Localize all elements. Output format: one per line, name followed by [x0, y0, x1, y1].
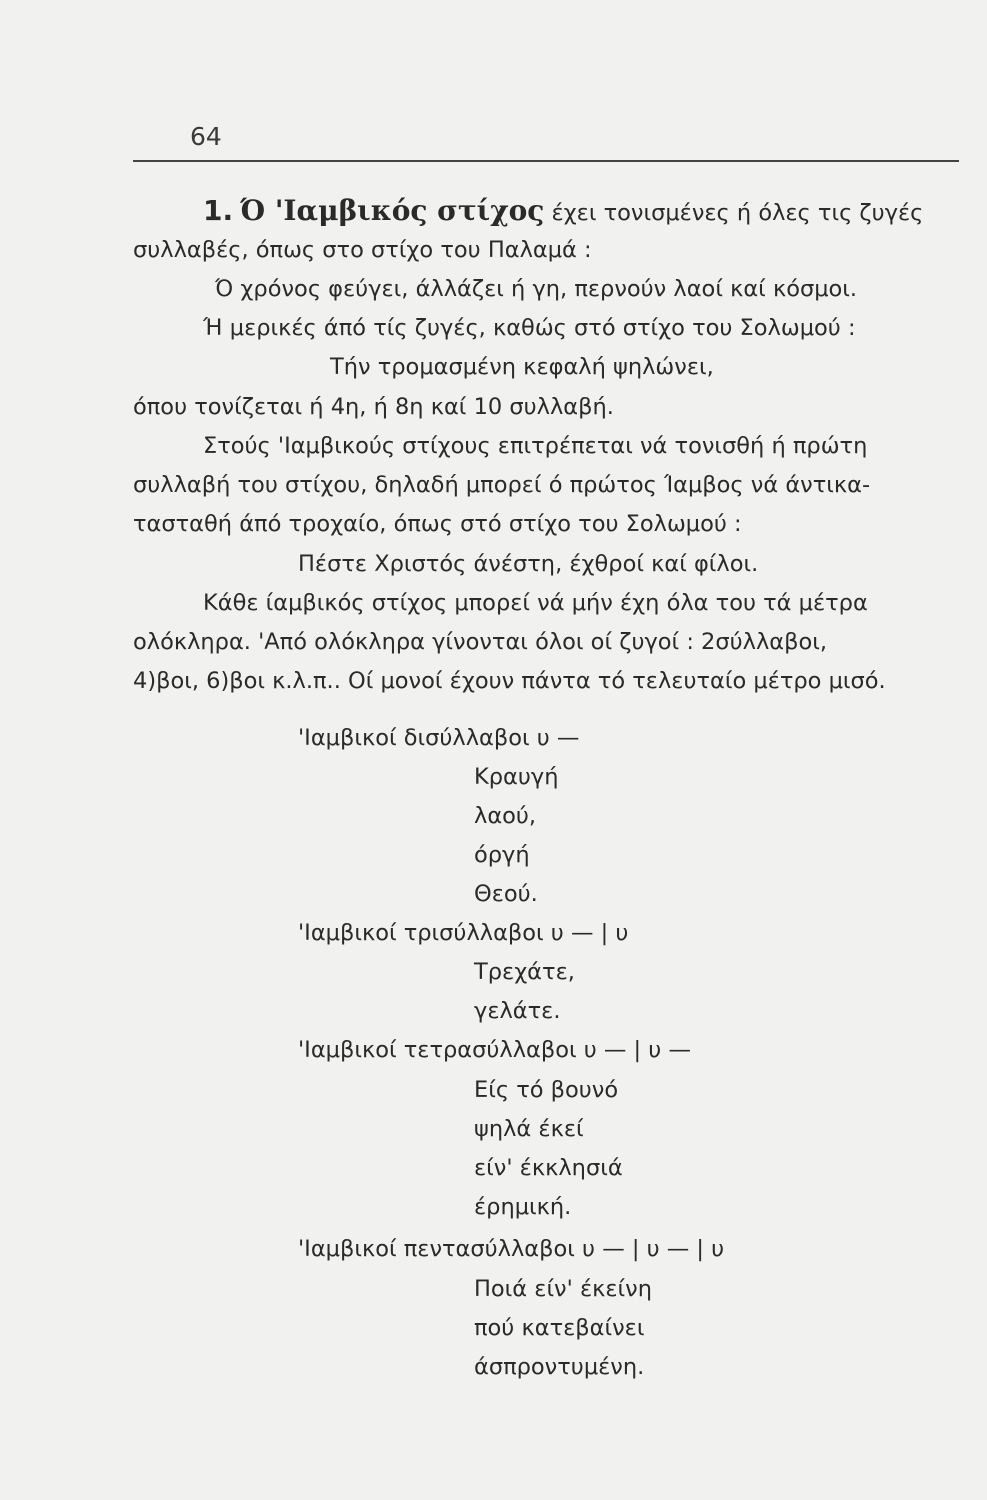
page-number: 64 — [190, 122, 222, 151]
text-line: 4)βοι, 6)βοι κ.λ.π.. Οί μονοί έχουν πάντα τό τελευταίο μέτρο μισό. — [133, 668, 886, 694]
text-line: συλλαβή του στίχου, δηλαδή μπορεί ό πρώτος Ίαμβος νά άντικα- — [133, 472, 871, 498]
text-line: τασταθή άπό τροχαίο, όπως στό στίχο του Σολωμού : — [133, 511, 742, 537]
heading-number: 1. — [203, 194, 234, 227]
header-rule — [133, 160, 959, 162]
verse-line: πού κατεβαίνει — [474, 1315, 645, 1341]
meter-label: 'Ιαμβικοί τρισύλλαβοι υ — | υ — [298, 920, 629, 946]
verse-line: Τρεχάτε, — [474, 959, 575, 985]
text-line: Στούς 'Ιαμβικούς στίχους επιτρέπεται νά τονισθή ή πρώτη — [203, 433, 868, 459]
section-heading — [203, 196, 923, 228]
verse-line: Πέστε Χριστός άνέστη, έχθροί καί φίλοι. — [298, 551, 759, 577]
verse-line: είν' έκκλησιά — [474, 1155, 623, 1181]
text-line: όπου τονίζεται ή 4η, ή 8η καί 10 συλλαβή. — [133, 394, 614, 420]
heading-term: Ό 'Ιαμβικός στίχος — [240, 194, 545, 227]
meter-label: 'Ιαμβικοί πεντασύλλαβοι υ — | υ — | υ — [298, 1236, 725, 1262]
meter-label: 'Ιαμβικοί τετρασύλλαβοι υ — | υ — — [298, 1037, 691, 1063]
text-line: ολόκληρα. 'Από ολόκληρα γίνονται όλοι οί ζυγοί : 2σύλλαβοι, — [133, 629, 827, 655]
verse-line: όργή — [474, 842, 530, 868]
verse-line: γελάτε. — [474, 998, 561, 1024]
verse-line: Τήν τρομασμένη κεφαλή ψηλώνει, — [330, 354, 714, 380]
verse-line: λαού, — [474, 803, 537, 829]
verse-line: ψηλά έκεί — [474, 1116, 584, 1142]
verse-line: Ό χρόνος φεύγει, άλλάζει ή γη, περνούν λαοί καί κόσμοι. — [215, 276, 858, 302]
text-line: συλλαβές, όπως στο στίχο του Παλαμά : — [133, 237, 592, 263]
verse-line: Θεού. — [474, 881, 538, 907]
meter-label: 'Ιαμβικοί δισύλλαβοι υ — — [298, 725, 580, 751]
text-line: έχει τονισμένες ή όλες τις ζυγές — [551, 200, 924, 226]
text-line: Ή μερικές άπό τίς ζυγές, καθώς στό στίχο του Σολωμού : — [203, 315, 856, 341]
verse-line: έρημική. — [474, 1194, 572, 1220]
verse-line: Είς τό βουνό — [474, 1077, 619, 1103]
verse-line: άσπροντυμένη. — [474, 1354, 645, 1380]
verse-line: Κραυγή — [474, 764, 559, 790]
text-line: Κάθε ίαμβικός στίχος μπορεί νά μήν έχη όλα του τά μέτρα — [203, 590, 868, 616]
verse-line: Ποιά είν' έκείνη — [474, 1276, 652, 1302]
